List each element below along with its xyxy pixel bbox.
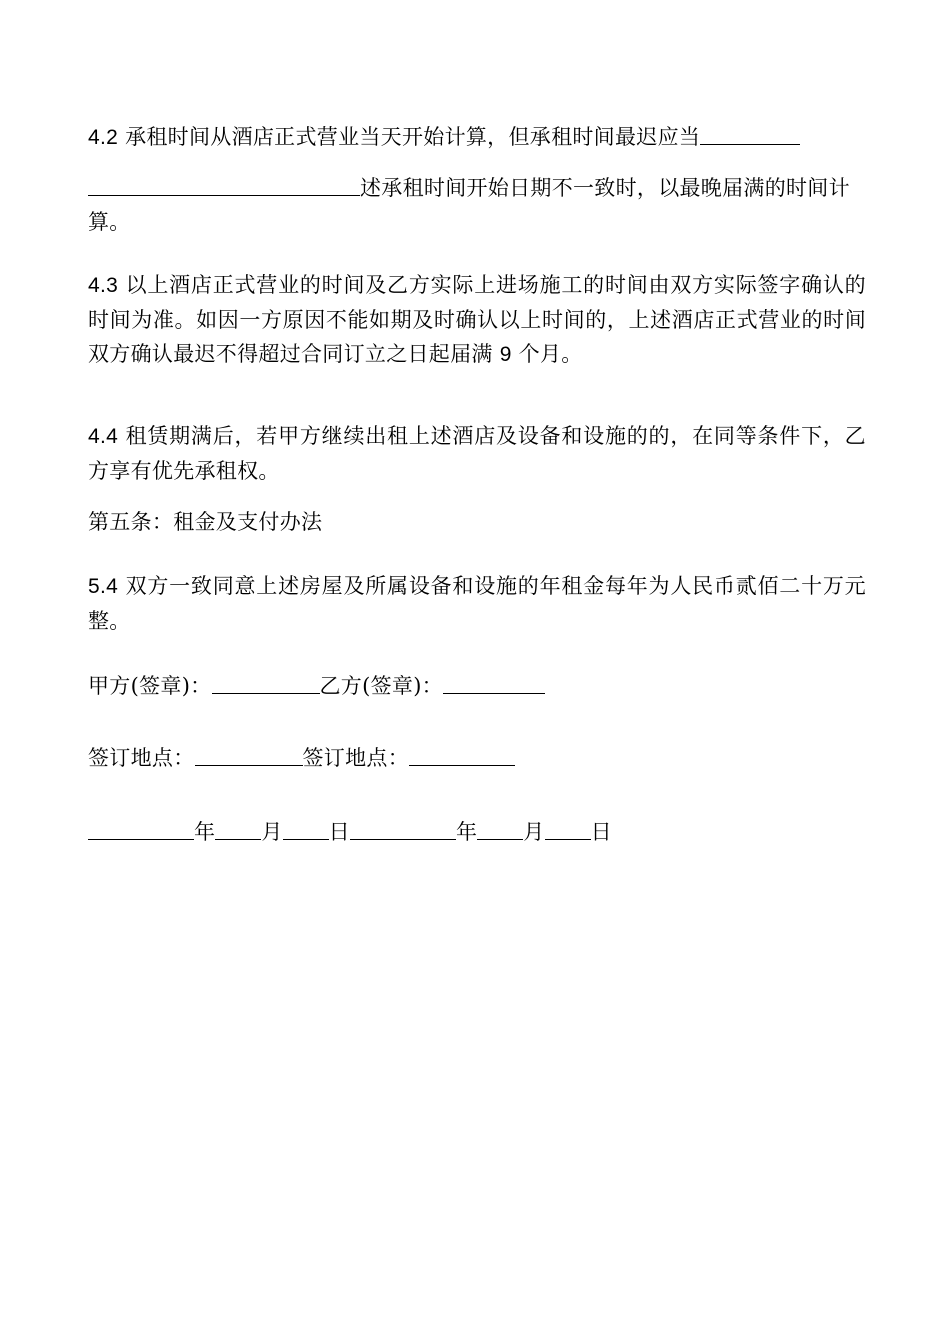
place-label-b: 签订地点： [302, 746, 409, 770]
clause-number: 5.4 [88, 575, 119, 598]
clause-4-2 [88, 120, 866, 239]
party-b-signature-blank[interactable] [443, 669, 545, 694]
signature-line [88, 669, 866, 703]
year-label: 年 [455, 820, 478, 844]
place-b-blank[interactable] [409, 741, 515, 766]
day-b-blank[interactable] [545, 815, 591, 840]
clause-text: 承租时间从酒店正式营业当天开始计算，但承租时间最迟应当 [125, 125, 701, 149]
date-line [88, 815, 866, 849]
clause-text-end: 个月。 [518, 342, 583, 366]
clause-4-3 [88, 268, 866, 372]
month-b-blank[interactable] [477, 815, 523, 840]
party-a-label: 甲方(签章)： [88, 674, 212, 698]
article-5-heading: 第五条：租金及支付办法 [88, 510, 323, 534]
fill-blank[interactable] [88, 171, 360, 196]
year-b-blank[interactable] [350, 815, 456, 840]
clause-text: 租赁期满后，若甲方继续出租上述酒店及设备和设施的的，在同等条件下，乙方享有优先承租权。 [88, 424, 866, 483]
day-label: 日 [328, 820, 350, 844]
day-label: 日 [590, 820, 612, 844]
party-b-label: 乙方(签章)： [319, 674, 443, 698]
clause-number: 4.3 [88, 274, 119, 297]
month-label: 月 [261, 820, 283, 844]
clause-text: 述承租时间开始日期不一致时，以最晚届满的时间计算。 [88, 176, 850, 234]
place-label-a: 签订地点： [88, 746, 195, 770]
month-a-blank[interactable] [215, 815, 261, 840]
day-a-blank[interactable] [283, 815, 329, 840]
place-a-blank[interactable] [195, 741, 303, 766]
clause-text: 以上酒店正式营业的时间及乙方实际上进场施工的时间由双方实际签字确认的时间为准。如因一方原因不能如期及时确认以上时间的，上述酒店正式营业的时间双方确认最迟不得超过合同订立之日起届满 [88, 273, 866, 366]
fill-blank[interactable] [700, 120, 800, 145]
clause-4-4 [88, 419, 866, 488]
year-label: 年 [194, 820, 216, 844]
clause-4-2-continued [88, 171, 866, 239]
signing-place-line [88, 741, 866, 775]
clause-5-4 [88, 569, 866, 638]
months-number: 9 [499, 343, 512, 366]
month-label: 月 [523, 820, 545, 844]
clause-text: 双方一致同意上述房屋及所属设备和设施的年租金每年为人民币贰佰二十万元整。 [88, 574, 866, 633]
clause-number: 4.2 [88, 126, 119, 149]
year-a-blank[interactable] [88, 815, 194, 840]
clause-number: 4.4 [88, 425, 119, 448]
party-a-signature-blank[interactable] [212, 669, 320, 694]
